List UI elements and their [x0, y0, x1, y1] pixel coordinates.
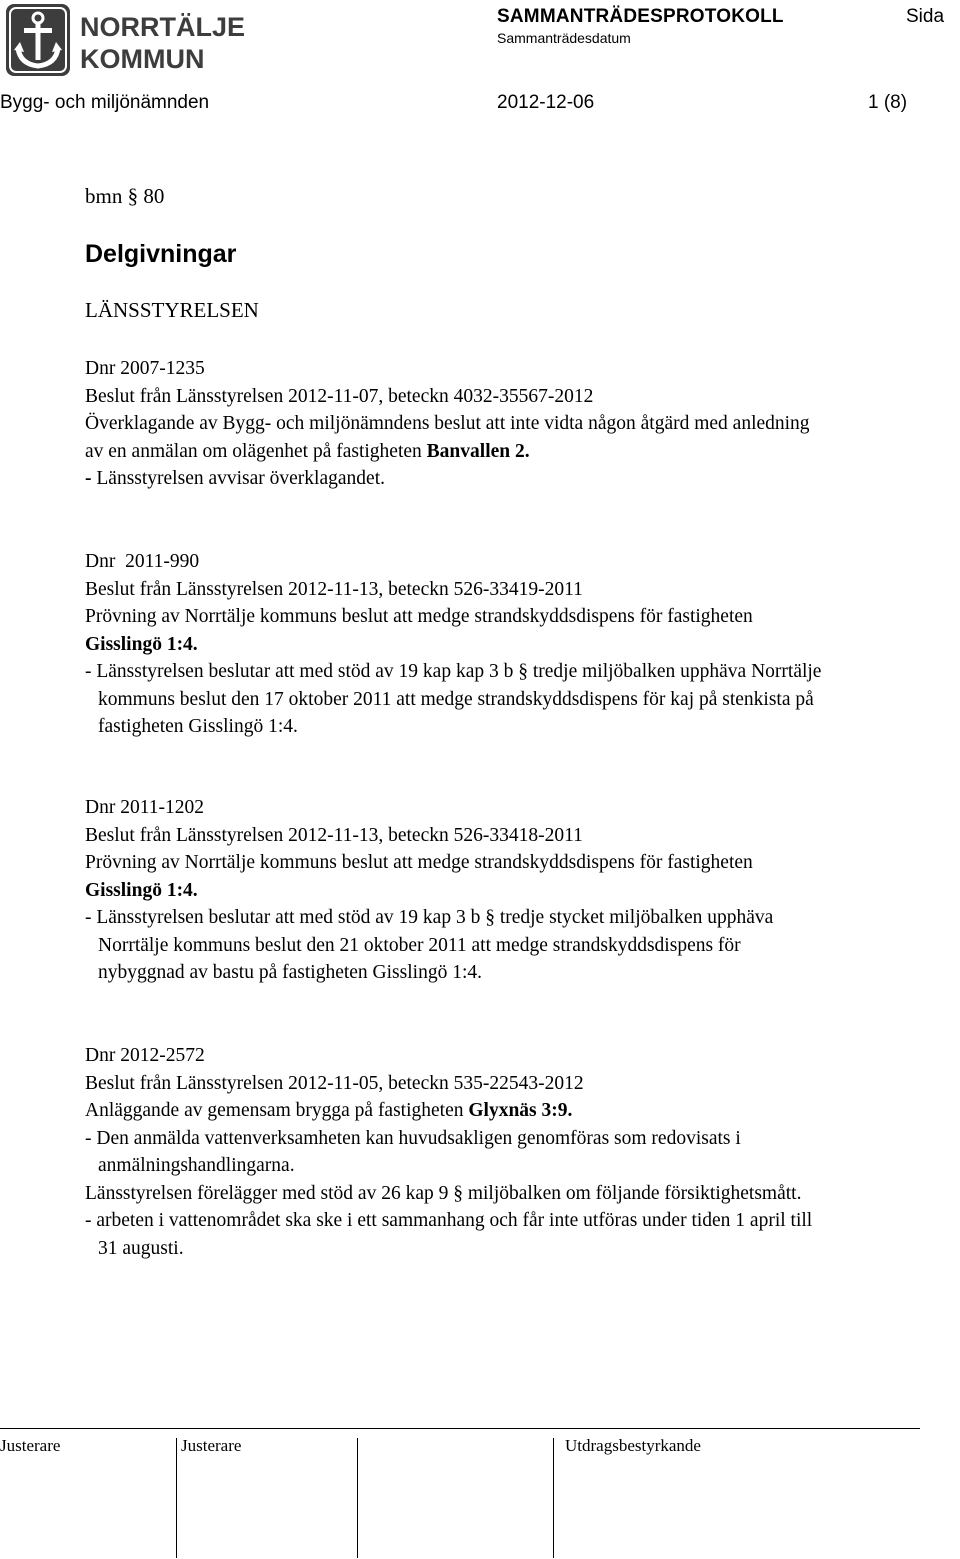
outcome-text: Länsstyrelsen avvisar överklagandet.: [96, 468, 385, 489]
subject-text: Anläggande av gemensam brygga på fastigheten: [85, 1100, 469, 1121]
dnr: Dnr 2011-1202: [85, 797, 204, 818]
dash: -: [85, 468, 97, 489]
outcome-line: kommuns beslut den 17 oktober 2011 att medge strandskyddsdispens för kaj på stenkista på: [98, 688, 814, 710]
footer-divider: [0, 1428, 920, 1429]
decision: Beslut från Länsstyrelsen 2012-11-05, beteckn 535-22543-2012: [85, 1072, 584, 1094]
section-heading: LÄNSSTYRELSEN: [85, 298, 259, 322]
dnr: Dnr 2012-2572: [85, 1045, 205, 1066]
paragraph-reference: bmn § 80: [85, 184, 165, 208]
outcome-line: nybyggnad av bastu på fastigheten Gisslingö 1:4.: [98, 962, 482, 983]
decision: Beslut från Länsstyrelsen 2012-11-13, beteckn 526-33419-2011: [85, 578, 583, 600]
item-dnr-2012-2572: [85, 1042, 955, 1262]
item-dnr-2011-990: [85, 548, 955, 741]
committee-name: Bygg- och miljönämnden: [0, 92, 210, 113]
decision: Beslut från Länsstyrelsen 2012-11-07, beteckn 4032-35567-2012: [85, 385, 594, 407]
footer-column-divider: [357, 1438, 358, 1558]
dnr: Dnr 2011-990: [85, 551, 200, 572]
outcome-line: Norrtälje kommuns beslut den 21 oktober 2011 att medge strandskyddsdispens för: [98, 934, 741, 956]
document-type: SAMMANTRÄDESPROTOKOLL: [497, 6, 784, 27]
outcome-line: fastigheten Gisslingö 1:4.: [98, 716, 298, 737]
footer-label-justerare-2: Justerare: [181, 1436, 242, 1455]
note-line: - Den anmälda vattenverksamheten kan huvudsakligen genomföras som redovisats i: [85, 1127, 741, 1149]
subject-line: [85, 438, 955, 466]
property-name: Banvallen 2.: [426, 440, 530, 462]
footer-label-justerare-1: Justerare: [0, 1436, 61, 1455]
subject-line: [85, 1097, 955, 1125]
note-line: - arbeten i vattenområdet ska ske i ett sammanhang och får inte utföras under tiden 1 april till: [85, 1210, 813, 1231]
subject-line: Överklagande av Bygg- och miljönämndens beslut att inte vidta någon åtgärd med anledning: [85, 413, 810, 434]
logo-text-line1: NORRTÄLJE: [80, 12, 246, 42]
page-title: Delgivningar: [85, 240, 237, 268]
footer-column-divider: [176, 1438, 177, 1558]
note-line: anmälningshandlingarna.: [98, 1155, 295, 1176]
item-dnr-2007-1235: [85, 355, 955, 493]
property-name: Gisslingö 1:4.: [85, 633, 198, 655]
outcome-line: - Länsstyrelsen beslutar att med stöd av 19 kap 3 b § tredje stycket miljöbalken upphäva: [85, 907, 774, 928]
subject-line: Prövning av Norrtälje kommuns beslut att medge strandskyddsdispens för fastigheten: [85, 852, 753, 873]
norrtalje-kommun-logo: [4, 2, 254, 80]
outcome-line: - Länsstyrelsen beslutar att med stöd av 19 kap kap 3 b § tredje miljöbalken upphäva Norrtälje: [85, 661, 822, 682]
order-line: Länsstyrelsen förelägger med stöd av 26 kap 9 § miljöbalken om följande försiktighetsmått.: [85, 1182, 802, 1204]
footer-column-divider: [553, 1438, 554, 1558]
decision: Beslut från Länsstyrelsen 2012-11-13, beteckn 526-33418-2011: [85, 824, 583, 846]
outcome-line: [85, 465, 955, 493]
note-line: 31 augusti.: [98, 1237, 184, 1259]
subject-text: av en anmälan om olägenhet på fastigheten: [85, 440, 427, 462]
property-name: Gisslingö 1:4.: [85, 879, 198, 901]
anchor-logo-icon: [4, 2, 254, 80]
logo-text-line2: KOMMUN: [80, 44, 205, 74]
page-count: 1 (8): [868, 92, 908, 113]
property-name: Glyxnäs 3:9.: [468, 1100, 573, 1121]
meeting-date: 2012-12-06: [497, 92, 595, 113]
date-label: Sammanträdesdatum: [497, 30, 631, 46]
item-dnr-2011-1202: [85, 794, 955, 987]
footer-label-utdragsbestyrkande: Utdragsbestyrkande: [565, 1436, 701, 1455]
dnr: Dnr 2007-1235: [85, 358, 205, 379]
subject-line: Prövning av Norrtälje kommuns beslut att medge strandskyddsdispens för fastigheten: [85, 606, 753, 627]
page-label: Sida: [906, 6, 945, 27]
